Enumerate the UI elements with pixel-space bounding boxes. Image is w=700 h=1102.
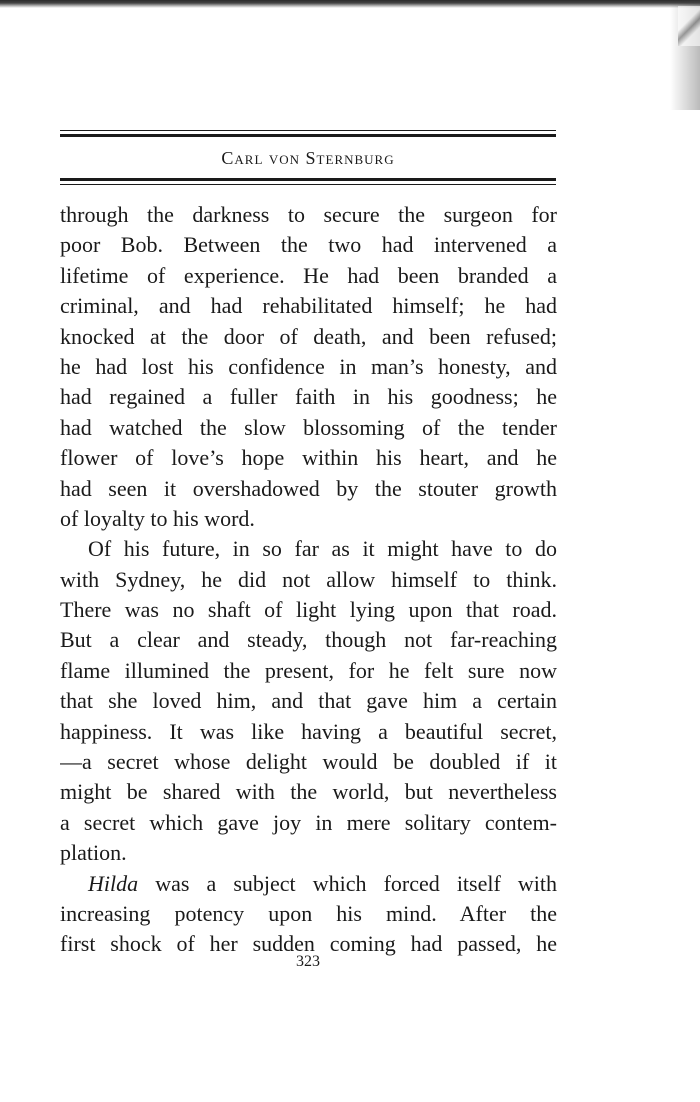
text-line: increasing potency upon his mind. After the	[60, 900, 557, 926]
scan-corner-shadow	[678, 6, 700, 46]
text-line: he had lost his confidence in man’s honesty, and	[60, 353, 557, 379]
text-line: flower of love’s hope within his heart, and he	[60, 445, 557, 471]
text-line: that she loved him, and that gave him a certain	[60, 688, 557, 714]
text-line: Of his future, in so far as it might have to do	[88, 536, 557, 562]
text-line: had seen it overshadowed by the stouter growth	[60, 475, 557, 501]
text-line: flame illumined the present, for he felt sure now	[60, 657, 557, 683]
header-rule-bottom-thick	[60, 178, 556, 181]
text-line: through the darkness to secure the surgeon for	[60, 202, 557, 227]
text-line: happiness. It was like having a beautiful secret,	[60, 718, 557, 744]
text-line: But a clear and steady, though not far-reaching	[60, 627, 557, 653]
header-rule-top-thin	[60, 130, 556, 131]
text-line: first shock of her sudden coming had passed, he	[60, 931, 557, 957]
text-line: —a secret whose delight would be doubled if it	[60, 749, 557, 775]
text-line	[60, 869, 557, 899]
page-number: 323	[296, 953, 320, 970]
text-line: had regained a fuller faith in his goodness; he	[60, 384, 557, 410]
text-line: might be shared with the world, but nevertheless	[60, 779, 557, 805]
text-line: had watched the slow blossoming of the tender	[60, 414, 557, 440]
text-line: a secret which gave joy in mere solitary contem-	[60, 809, 557, 835]
running-head: Carl von Sternburg	[221, 148, 395, 168]
text-line: with Sydney, he did not allow himself to think.	[60, 566, 557, 592]
text-line: lifetime of experience. He had been branded a	[60, 262, 557, 288]
header-rule-bottom-thin	[60, 184, 556, 185]
text-line: There was no shaft of light lying upon that road.	[60, 597, 557, 623]
text-line: knocked at the door of death, and been refused;	[60, 323, 557, 349]
text-line: poor Bob. Between the two had intervened a	[60, 232, 557, 258]
text-line: of loyalty to his word.	[60, 505, 255, 531]
header-rule-top-thick	[60, 134, 556, 137]
body-text	[60, 200, 557, 960]
italic-name: Hilda	[88, 870, 139, 896]
text-line: plation.	[60, 840, 127, 866]
text-line: criminal, and had rehabilitated himself; he had	[60, 293, 557, 319]
text-line-rest: was a subject which forced itself with	[138, 870, 557, 896]
scan-edge-top	[0, 0, 700, 8]
